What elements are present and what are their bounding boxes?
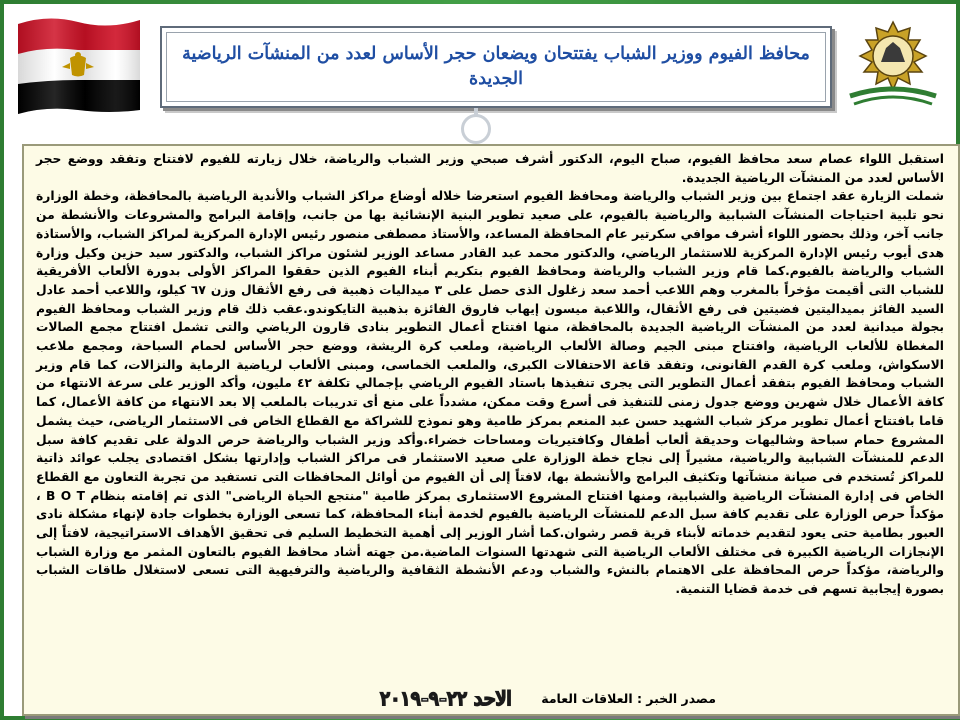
headline-box: [160, 26, 832, 108]
article-box: [22, 144, 960, 716]
date-banner: الاحد ٢٢-٩-٢٠١٩: [380, 688, 512, 710]
fayoum-governorate-logo-icon: [840, 18, 946, 108]
egypt-flag-icon: [14, 10, 144, 118]
headline: محافظ الفيوم ووزير الشباب يفتتحان ويضعان حجر الأساس لعدد من المنشآت الرياضية الجديدة: [182, 44, 810, 89]
paragraph-2: شملت الزيارة عقد اجتماع بين وزير الشباب والرياضة ومحافظ الفيوم استعرضا خلاله أوضاع مراكز الشباب والأندية الرياضية بالمحافظة، وخطة الوزارة نحو تلبية احتياجات المنشآت الشبابية والرياضية بالفيوم، على صعيد تطوير البنية الإنشائية بها من جانب، وإقامة البرامج والمشروعات والأنشطة من جانب آخر، وذلك بحضور اللواء أشرف موافي سكرتير عام المحافظة المساعد، والأستاذ مصطفى منصور رئيس الإدارة المركزية لمراكز الشباب، والأستاذة هدى أيوب رئيس الإدارة المركزية للاستثمار الرياضي، والدكتور محمد عبد القادر مساعد الوزير لشئون مراكز الشباب، والدكتور سيد حزين وكيل وزارة الشباب والرياضة بالفيوم.كما قام وزير الشباب والرياضة ومحافظ الفيوم بتكريم أبناء الفيوم الذين حققوا المراكز الأولى بدورة الألعاب الأفريقية للشباب التى أقيمت مؤخراً بالمغرب وهم اللاعب أحمد سعد زغلول الذى حصل على ٣ ميداليات ذهبية فى رفع الأثقال وزن ٦٧ كيلو، واللاعب أحمد عادل السيد الفائز بميداليتين فضيتين فى رفع الأثقال، واللاعبة ميسون إيهاب فاروق الفائزة بذهبية التايكوندو.عقب ذلك قام وزير الشباب ومحافظ الفيوم بجولة ميدانية لعدد من المنشآت الرياضية الجديدة بالمحافظة، منها افتتاح أعمال التطوير بنادى قارون الرياضي والتى تشمل افتتاح مجمع الصالات المغطاة للألعاب الرياضية، وافتتاح مبنى الجيم وصالة الألعاب الرياضية، وملعب كرة الريشة، ووضع حجر الأساس لحمام السباحة، ومجمع ملاعب الاسكواش، وملعب كرة القدم القانونى، وتفقد قاعة الاحتفالات الكبرى، والملعب الخماسى، ومبنى الألعاب لرياضية الرماية والنزالات، كما قام وزير الشباب ومحافظ الفيوم بتفقد أعمال التطوير التى يجرى تنفيذها باستاد الفيوم الرياضي بإجمالي تكلفة ٤٢ مليون، وأكد الوزير على سرعة الانتهاء من كافة الأعمال خلال شهرين ووضع جدول زمنى للتنفيذ فى أسرع وقت ممكن، مشدداً على منع أى تدريبات بالملعب إلا بعد الانتهاء من كافة الأعمال، كما قاما بافتتاح أعمال تطوير مركز شباب الشهيد حسن عبد المنعم بمركز طامية وهو نموذج للشراكة مع القطاع الخاص فى الاستثمار الرياضى، حيث يشمل المشروع حمام سباحة وشاليهات وحديقة ألعاب أطفال وكافتيريات ومساحات خضراء.وأكد وزير الشباب والرياضة حرص الدولة على تقديم كافة سبل الدعم للمنشآت الشبابية والرياضية، مشيراً إلى نجاح خطة الوزارة على صعيد الاستثمار فى مراكز الشباب وإدارتها بشكل اقتصادى يجلب عوائد ذاتية للمراكز تُستخدم فى صيانة منشآتها وتكثيف البرامج والأنشطة بها، لافتاً إلى أن الفيوم من أوائل المحافظات التى تستفيد من تجربة التعاون مع القطاع الخاص فى إدارة المنشآت الرياضية والشبابية، ومنها افتتاح المشروع الاستثمارى بمركز طامية "منتجع الحياة الرياضى" الذى تم إقامته بنظام B O T ، مؤكداً حرص الوزارة على تقديم كافة سبل الدعم للمنشآت الرياضية بالفيوم لخدمة أبناء المحافظة، كما تسعى الوزارة بخطوات جادة لإنهاء مشكلة نادى العبور بطامية حتى يعود لتقديم خدماته لأبناء قرية قصر رشوان.كما أشار الوزير إلى أهمية التخطيط السليم فى تحقيق الأهداف الاستراتيجية، لافتاً إلى الإنجازات الرياضية الكبيرة فى مختلف الألعاب الرياضية التى شهدتها السنوات الماضية.من جهته أشاد محافظ الفيوم بالتعاون المثمر مع وزارة الشباب والرياضة، مؤكداً حرص المحافظة على الاهتمام بالنشء والشباب ودعم الأنشطة الثقافية والرياضية والترفيهية التى تسعى لاستغلال طاقات الشباب بصورة إيجابية تسهم فى خدمة قضايا التنمية.: [36, 189, 945, 597]
page-background: [4, 4, 956, 716]
news-source: مصدر الخبر : العلاقات العامة: [541, 691, 716, 706]
article-body: [36, 150, 944, 599]
connector-ring: [461, 114, 491, 144]
paragraph-intro: استقبل اللواء عصام سعد محافظ الفيوم، صباح اليوم، الدكتور أشرف صبحي وزير الشباب والرياضة، خلال زيارته للفيوم لافتتاح وتفقد ووضع حجر الأساس لعدد من المنشآت الرياضية الجديدة.: [36, 152, 944, 185]
